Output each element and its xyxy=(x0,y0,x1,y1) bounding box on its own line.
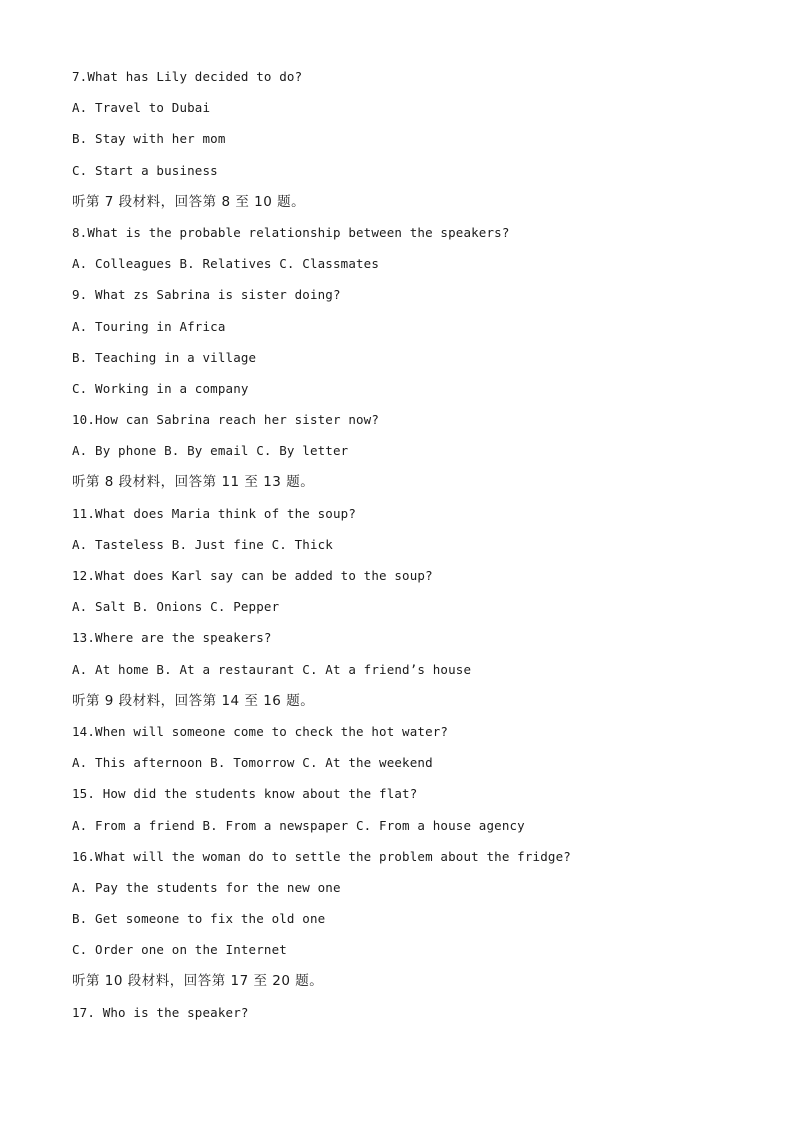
question-text: 11.What does Maria think of the soup? xyxy=(72,505,356,521)
question-text: 7.What has Lily decided to do? xyxy=(72,69,303,84)
section-instruction: 听第 9 段材料，回答第 14 至 16 题。 xyxy=(72,692,315,709)
answer-options: B. Stay with her mom xyxy=(72,131,226,147)
question-text: 15. How did the students know about the flat? xyxy=(72,786,418,802)
question-text: 9. What zs Sabrina is sister doing? xyxy=(72,287,341,303)
section-instruction: 听第 10 段材料，回答第 17 至 20 题。 xyxy=(72,973,324,990)
answer-options: B. Teaching in a village xyxy=(72,349,257,365)
section-instruction: 听第 7 段材料，回答第 8 至 10 题。 xyxy=(72,193,306,210)
question-text: 8.What is the probable relationship between the speakers? xyxy=(72,224,510,240)
question-text: 17. Who is the speaker? xyxy=(72,1004,249,1020)
answer-options: A. Travel to Dubai xyxy=(72,100,211,116)
section-instruction: 听第 8 段材料，回答第 11 至 13 题。 xyxy=(72,474,315,491)
answer-options: A. At home B. At a restaurant C. At a friend’s house xyxy=(72,661,472,677)
answer-options: A. This afternoon B. Tomorrow C. At the weekend xyxy=(72,755,433,771)
answer-options: B. Get someone to fix the old one xyxy=(72,911,326,927)
answer-options: A. Pay the students for the new one xyxy=(72,879,341,895)
answer-options: C. Start a business xyxy=(72,162,218,178)
answer-options: A. From a friend B. From a newspaper C. From a house agency xyxy=(72,817,525,833)
answer-options: C. Working in a company xyxy=(72,380,249,396)
answer-options: A. By phone B. By email C. By letter xyxy=(72,443,349,459)
question-text: 16.What will the woman do to settle the problem about the fridge? xyxy=(72,848,571,864)
answer-options: A. Tasteless B. Just fine C. Thick xyxy=(72,536,333,552)
question-text: 12.What does Karl say can be added to the soup? xyxy=(72,568,433,583)
answer-options: A. Colleagues B. Relatives C. Classmates xyxy=(72,256,380,272)
answer-options: C. Order one on the Internet xyxy=(72,942,287,958)
document-body xyxy=(72,66,752,1033)
question-text: 10.How can Sabrina reach her sister now? xyxy=(72,412,380,428)
answer-options: A. Salt B. Onions C. Pepper xyxy=(72,599,280,615)
question-text: 14.When will someone come to check the hot water? xyxy=(72,723,449,739)
question-text: 13.Where are the speakers? xyxy=(72,630,272,646)
answer-options: A. Touring in Africa xyxy=(72,318,226,334)
